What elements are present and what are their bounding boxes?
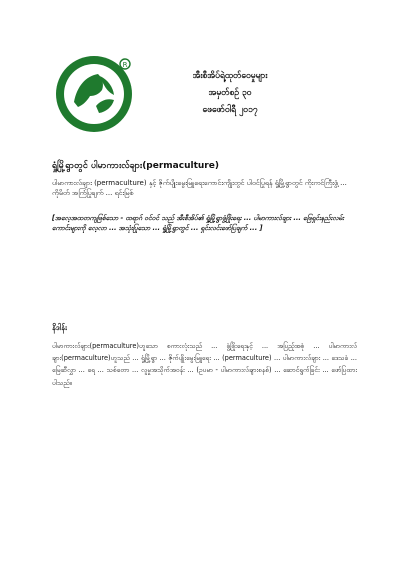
section-heading: နိဒါန်း bbox=[52, 323, 67, 332]
date-line: ဖေဖော်ဝါရီ ၂၀၁၇ bbox=[202, 105, 258, 115]
svg-text:R: R bbox=[122, 61, 128, 69]
article-intro: ပါမာကားလ်ချား (permaculture) နှင့် ဇိုက်ပျိုးမွေးမြူရေးကောင်းကျိုးတွင် ပါဝင်ပြုရန် ရှုံ့မြို့ရွာတွင် ကိုးကင်ကြီးဖွံ့ ... ကိုမိတ် အကြံပြုချက် ... ရင်းမြစ် bbox=[52, 179, 347, 197]
org-line: အီးစီအိပ်ရဲ့ထုတ်ဝေမှုများ bbox=[192, 71, 268, 81]
organization-logo bbox=[52, 52, 136, 136]
publication-header bbox=[150, 68, 310, 119]
article-body: ပါမာကားလ်ချား(permaculture)ဟူသော စကားလုံးသည် ... ဖွံ့ဖြိုးရေးနှင့် ... အပြည့်အစုံ ... ပါမာကားလ်ချား(permaculture)ဟူသည် ... ရှုံ့မြို့ရွာ ... ဇိုက်ပျိုးမွေးမြူရေး ... (permaculture) ... ပါမာကားလ်ချား ... ဒေသခံ ... မြေဆီလွှာ ... ရေ ... သစ်တော ... လူမှုအသိုက်အဝန်း ... (ဥပမာ - ပါမာကားလ်ချားစနစ်) ... ဆောင်ရွက်ခြင်း ... ဖော်ပြထားပါသည်။ bbox=[52, 342, 357, 387]
article-abstract: [အလေ့အထတကျဖြစ်သော - ထရာဂ် ဝင်ဝင် သည် အီးစီအိပ်၏ ရှုံ့မြို့ရွာဖွံ့ဖြိုးရေး ... ပါမာကားလ်ချား ... ဖြေရှင်းနည်းလမ်းကောင်းများကို လေ့လာ ... အသုံးပြုသော ... ရှုံ့မြို့ရွာတွင် ... ရှင်းလင်းဖော်ပြချက် ... ] bbox=[52, 214, 344, 232]
article-title: ရှုံ့မြို့ရွာတွင် ပါမာကားလ်ချား(permaculture) bbox=[52, 161, 219, 171]
issue-line: အမှတ်စဉ် ၃၀ bbox=[208, 88, 252, 98]
